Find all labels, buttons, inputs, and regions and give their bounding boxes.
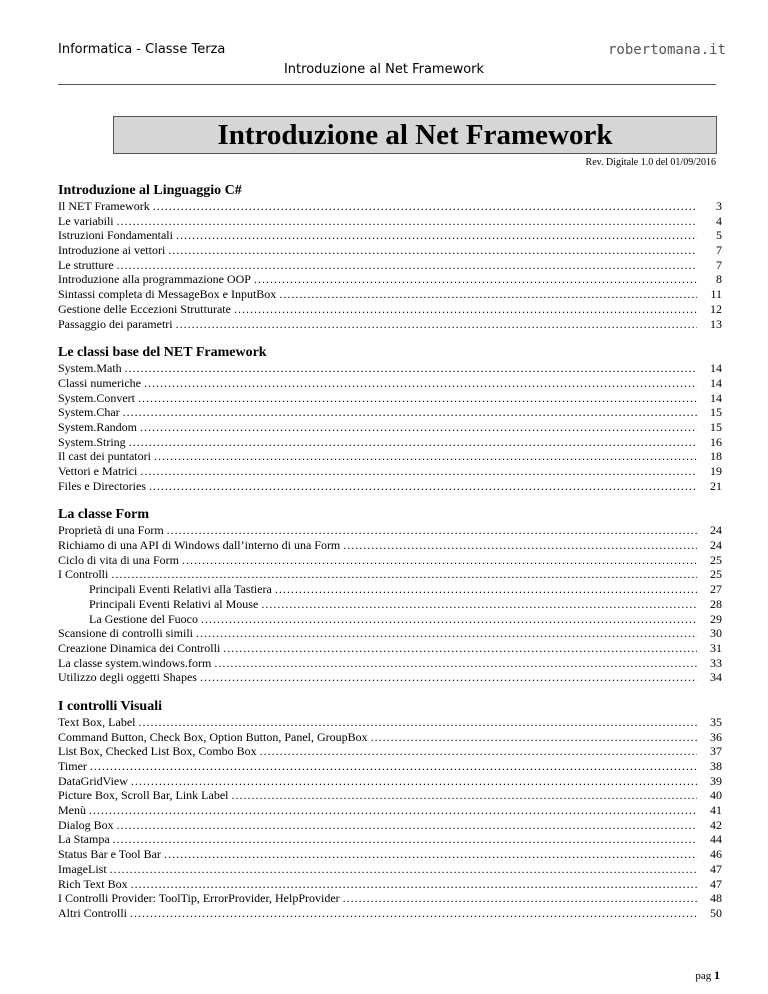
toc-entry[interactable]	[58, 597, 722, 612]
toc-leader-dots	[164, 847, 697, 862]
toc-entry[interactable]	[58, 376, 722, 391]
toc-entry[interactable]	[58, 287, 722, 302]
toc-entry[interactable]	[58, 435, 722, 450]
toc-entry-label: ImageList	[58, 861, 107, 876]
toc-entry-label: Vettori e Matrici	[58, 464, 138, 478]
toc-entry-label: DataGridView	[58, 773, 128, 788]
toc-entry-page: 48	[710, 891, 722, 906]
toc-entry-label: Le strutture	[58, 257, 114, 272]
toc-leader-dots	[144, 376, 697, 391]
toc-leader-dots	[140, 464, 697, 479]
toc-entry-label: Le variabili	[58, 213, 114, 228]
toc-leader-dots	[167, 523, 697, 538]
toc-entry-label: Utilizzo degli oggetti Shapes	[58, 670, 197, 685]
toc-entry-page: 37	[710, 744, 722, 759]
toc-entry[interactable]	[58, 302, 722, 317]
toc-entry-label: La Gestione del Fuoco	[89, 611, 198, 626]
toc-entry-label: System.Random	[58, 419, 138, 434]
toc-entry-page: 28	[710, 596, 722, 611]
toc-entry-page: 44	[710, 832, 722, 847]
toc-leader-dots	[131, 877, 697, 892]
toc-entry-label: Istruzioni Fondamentali	[58, 228, 173, 243]
toc-entry[interactable]	[58, 228, 722, 243]
toc-leader-dots	[117, 818, 697, 833]
toc-leader-dots	[214, 656, 697, 671]
toc-leader-dots	[153, 199, 697, 214]
toc-entry-page: 50	[710, 905, 722, 920]
toc-entry-label: System.String	[58, 434, 126, 449]
toc-entry-page: 8	[716, 272, 722, 287]
toc-entry[interactable]	[58, 862, 722, 877]
toc-leader-dots	[343, 538, 697, 553]
toc-entry-label: Text Box, Label	[58, 714, 136, 729]
toc-entry-page: 11	[710, 287, 722, 302]
toc-entry-page: 34	[710, 670, 722, 685]
toc-leader-dots	[343, 891, 697, 906]
toc-entry-label: Passaggio dei parametri	[58, 316, 173, 331]
toc-entry-label: Il NET Framework	[58, 199, 150, 213]
toc-entry-page: 12	[710, 301, 722, 316]
footer-prefix: pag	[695, 970, 712, 982]
toc-leader-dots	[140, 420, 697, 435]
toc-entry[interactable]	[58, 464, 722, 479]
toc-leader-dots	[154, 449, 697, 464]
toc-entry-page: 47	[710, 876, 722, 891]
toc-leader-dots	[279, 287, 697, 302]
toc-entry-page: 13	[710, 316, 722, 331]
toc-leader-dots	[131, 774, 697, 789]
toc-leader-dots	[113, 832, 697, 847]
toc-entry[interactable]	[58, 656, 722, 671]
section-title: I controlli Visuali	[58, 698, 162, 714]
toc-leader-dots	[117, 214, 697, 229]
toc-leader-dots	[231, 788, 697, 803]
footer-page-number: 1	[714, 968, 720, 982]
toc-entry[interactable]	[58, 670, 722, 685]
toc-entry[interactable]	[58, 891, 722, 906]
toc-entry-label: I Controlli	[58, 567, 109, 582]
toc-leader-dots	[117, 258, 697, 273]
toc-entry-page: 27	[710, 582, 722, 597]
toc-entry-page: 25	[710, 552, 722, 567]
toc-entry-label: Ciclo di vita di una Form	[58, 552, 179, 567]
header-right: robertomana.it	[607, 42, 726, 58]
toc-entry[interactable]	[58, 847, 722, 862]
toc-entry-label: System.Char	[58, 405, 120, 420]
toc-leader-dots	[138, 715, 697, 730]
toc-entry-page: 7	[716, 257, 722, 272]
toc-entry-page: 42	[710, 817, 722, 832]
toc-entry[interactable]	[58, 391, 722, 406]
toc-leader-dots	[89, 803, 697, 818]
toc-entry-page: 16	[710, 434, 722, 449]
toc-leader-dots	[125, 361, 697, 376]
toc-entry-page: 36	[710, 729, 722, 744]
toc-entry[interactable]	[58, 199, 722, 214]
toc-entry-page: 3	[716, 199, 722, 213]
toc-leader-dots	[275, 582, 697, 597]
toc-leader-dots	[371, 730, 697, 745]
toc-entry[interactable]	[58, 612, 722, 627]
toc-entry-label: La Stampa	[58, 832, 110, 847]
toc-entry-label: Picture Box, Scroll Bar, Link Label	[58, 788, 229, 803]
toc-entry-page: 39	[710, 773, 722, 788]
toc-entry-page: 15	[710, 419, 722, 434]
toc-entry[interactable]	[58, 272, 722, 287]
toc-entry-label: Introduzione ai vettori	[58, 243, 166, 258]
toc-entry-label: Classi numeriche	[58, 375, 141, 390]
toc-entry-page: 19	[710, 464, 722, 478]
toc-leader-dots	[123, 405, 697, 420]
toc-leader-dots	[90, 759, 697, 774]
toc-entry[interactable]	[58, 818, 722, 833]
toc-entry-label: Menù	[58, 803, 86, 818]
toc-entry-page: 15	[710, 405, 722, 420]
toc-entry[interactable]	[58, 744, 722, 759]
toc-entry-label: Files e Directories	[58, 478, 146, 493]
toc-entry-label: Dialog Box	[58, 817, 114, 832]
toc-leader-dots	[111, 567, 697, 582]
page-footer	[695, 968, 720, 983]
toc-entry-label: Gestione delle Eccezioni Strutturate	[58, 301, 231, 316]
toc-entry-label: Creazione Dinamica dei Controlli	[58, 640, 221, 655]
toc-entry[interactable]	[58, 538, 722, 553]
toc-entry-page: 30	[710, 626, 722, 641]
toc-entry-label: Principali Eventi Relativi alla Tastiera	[89, 582, 272, 597]
toc-entry-label: Status Bar e Tool Bar	[58, 847, 161, 862]
toc-entry[interactable]	[58, 258, 722, 273]
toc-entry-page: 31	[710, 640, 722, 655]
toc-entry[interactable]	[58, 361, 722, 376]
toc-entry-label: Introduzione alla programmazione OOP	[58, 272, 251, 287]
toc-entry-page: 46	[710, 847, 722, 862]
toc-entry-page: 14	[710, 375, 722, 390]
toc-entry-page: 40	[710, 788, 722, 803]
toc-leader-dots	[260, 744, 697, 759]
toc-entry-page: 7	[716, 243, 722, 258]
section-title: Introduzione al Linguaggio C#	[58, 183, 242, 198]
toc-leader-dots	[182, 553, 697, 568]
toc-entry-page: 38	[710, 759, 722, 773]
toc-entry-page: 18	[710, 449, 722, 464]
toc-leader-dots	[130, 906, 697, 921]
toc-entry[interactable]	[58, 449, 722, 464]
revision-note: Rev. Digitale 1.0 del 01/09/2016	[585, 157, 716, 168]
toc-entry[interactable]	[58, 641, 722, 656]
toc-entry-page: 5	[716, 228, 722, 243]
toc-leader-dots	[196, 626, 697, 641]
table-of-contents	[58, 172, 722, 921]
toc-leader-dots	[254, 272, 697, 287]
toc-entry[interactable]	[58, 832, 722, 847]
toc-leader-dots	[149, 479, 697, 494]
header-center: Introduzione al Net Framework	[283, 62, 485, 77]
toc-entry[interactable]	[58, 788, 722, 803]
toc-entry-label: System.Convert	[58, 390, 135, 405]
toc-entry-label: Richiamo di una API di Windows dall’interno di una Form	[58, 538, 341, 553]
toc-entry-label: Il cast dei puntatori	[58, 449, 151, 464]
toc-entry[interactable]	[58, 877, 722, 892]
toc-entry[interactable]	[58, 243, 722, 258]
document-title: Introduzione al Net Framework	[113, 116, 717, 154]
toc-entry-page: 41	[710, 803, 722, 818]
toc-entry-page: 4	[716, 213, 722, 228]
toc-leader-dots	[176, 317, 697, 332]
toc-leader-dots	[168, 243, 697, 258]
toc-entry[interactable]	[58, 582, 722, 597]
section-title: Le classi base del NET Framework	[58, 345, 267, 361]
toc-entry-page: 14	[710, 390, 722, 405]
toc-entry[interactable]	[58, 774, 722, 789]
toc-entry-label: Proprietà di una Form	[58, 523, 164, 538]
toc-leader-dots	[110, 862, 697, 877]
toc-entry-label: I Controlli Provider: ToolTip, ErrorProvider, HelpProvider	[58, 891, 340, 906]
toc-entry[interactable]	[58, 626, 722, 641]
toc-entry-page: 35	[710, 714, 722, 729]
toc-entry[interactable]	[58, 479, 722, 494]
toc-entry-label: Rich Text Box	[58, 876, 128, 891]
toc-leader-dots	[261, 597, 697, 612]
toc-entry[interactable]	[58, 523, 722, 538]
toc-leader-dots	[129, 435, 697, 450]
toc-entry-label: System.Math	[58, 361, 122, 376]
toc-entry-page: 21	[710, 478, 722, 493]
header-left: Informatica - Classe Terza	[58, 42, 226, 57]
toc-entry-page: 25	[710, 567, 722, 582]
toc-leader-dots	[234, 302, 697, 317]
toc-entry-label: La classe system.windows.form	[58, 655, 212, 670]
toc-entry-page: 29	[710, 611, 722, 626]
toc-entry-label: Scansione di controlli simili	[58, 626, 193, 641]
toc-entry[interactable]	[58, 803, 722, 818]
toc-entry[interactable]	[58, 567, 722, 582]
toc-entry-page: 47	[710, 861, 722, 876]
toc-entry[interactable]	[58, 759, 722, 774]
toc-leader-dots	[176, 228, 697, 243]
toc-entry[interactable]	[58, 214, 722, 229]
toc-entry-label: Sintassi completa di MessageBox e InputBox	[58, 287, 277, 302]
section-title: La classe Form	[58, 507, 149, 523]
toc-entry[interactable]	[58, 715, 722, 730]
toc-entry-page: 33	[710, 655, 722, 670]
toc-entry-page: 14	[710, 361, 722, 376]
toc-leader-dots	[200, 670, 697, 685]
toc-entry[interactable]	[58, 405, 722, 420]
toc-leader-dots	[201, 612, 697, 627]
toc-entry[interactable]	[58, 730, 722, 745]
toc-entry-label: Principali Eventi Relativi al Mouse	[89, 596, 259, 611]
toc-entry[interactable]	[58, 317, 722, 332]
toc-entry-label: List Box, Checked List Box, Combo Box	[58, 744, 257, 759]
toc-entry[interactable]	[58, 906, 722, 921]
toc-leader-dots	[138, 391, 697, 406]
toc-entry-page: 24	[710, 538, 722, 553]
toc-leader-dots	[223, 641, 697, 656]
toc-entry-label: Altri Controlli	[58, 905, 127, 920]
toc-entry-page: 24	[710, 523, 722, 538]
toc-entry[interactable]	[58, 553, 722, 568]
header-divider	[58, 84, 716, 85]
toc-entry-label: Timer	[58, 759, 87, 773]
toc-entry-label: Command Button, Check Box, Option Button, Panel, GroupBox	[58, 729, 368, 744]
toc-entry[interactable]	[58, 420, 722, 435]
